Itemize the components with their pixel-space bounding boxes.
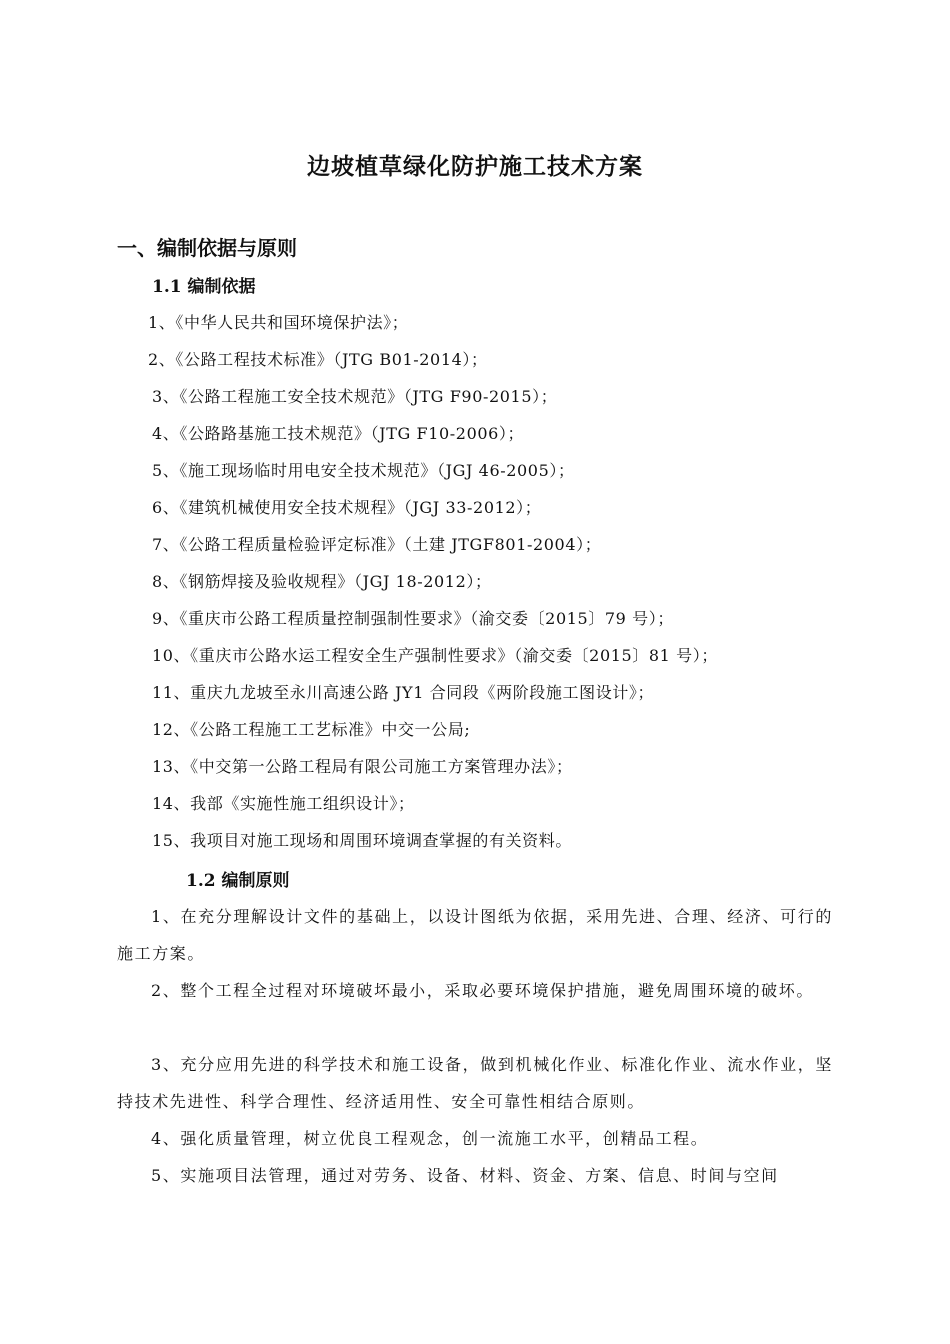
reference-item: 3、《公路工程施工安全技术规范》（JTG F90-2015）；	[152, 387, 558, 406]
reference-item: 12、《公路工程施工工艺标准》中交一公局;	[152, 720, 471, 739]
reference-item: 11、重庆九龙坡至永川高速公路 JY1 合同段《两阶段施工图设计》；	[152, 683, 655, 702]
reference-item: 13、《中交第一公路工程局有限公司施工方案管理办法》；	[152, 757, 573, 776]
document-title: 边坡植草绿化防护施工技术方案	[307, 153, 643, 180]
principle-paragraph: 3、充分应用先进的科学技术和施工设备，做到机械化作业、标准化作业、流水作业，坚持技术先进性、科学合理性、经济适用性、安全可靠性相结合原则。	[117, 1055, 833, 1111]
reference-item: 10、《重庆市公路水运工程安全生产强制性要求》（渝交委〔2015〕81 号）；	[152, 646, 718, 665]
principle-paragraph: 4、强化质量管理，树立优良工程观念，创一流施工水平，创精品工程。	[151, 1129, 709, 1148]
subsection-heading-1-2: 1.2 编制原则	[186, 871, 290, 891]
reference-item: 4、《公路路基施工技术规范》（JTG F10-2006）；	[152, 424, 525, 443]
reference-item: 1、《中华人民共和国环境保护法》；	[148, 313, 409, 332]
principle-paragraph: 5、实施项目法管理，通过对劳务、设备、材料、资金、方案、信息、时间与空间	[151, 1166, 779, 1185]
reference-item: 8、《钢筋焊接及验收规程》（JGJ 18-2012）；	[152, 572, 492, 591]
principle-paragraph: 1、在充分理解设计文件的基础上，以设计图纸为依据，采用先进、合理、经济、可行的施工方案。	[117, 907, 833, 963]
reference-item: 6、《建筑机械使用安全技术规程》（JGJ 33-2012）；	[152, 498, 542, 517]
reference-item: 5、《施工现场临时用电安全技术规范》（JGJ 46-2005）；	[152, 461, 575, 480]
reference-item: 7、《公路工程质量检验评定标准》（土建 JTGF801-2004）；	[152, 535, 602, 554]
reference-item: 9、《重庆市公路工程质量控制强制性要求》（渝交委〔2015〕79 号）；	[152, 609, 674, 628]
reference-item: 14、我部《实施性施工组织设计》；	[152, 794, 415, 813]
principle-paragraph: 2、整个工程全过程对环境破坏最小，采取必要环境保护措施，避免周围环境的破坏。	[151, 981, 814, 1000]
section-heading-1: 一、编制依据与原则	[117, 236, 297, 260]
reference-item: 15、我项目对施工现场和周围环境调查掌握的有关资料。	[152, 831, 572, 850]
reference-item: 2、《公路工程技术标准》（JTG B01-2014）；	[148, 350, 488, 369]
subsection-heading-1-1: 1.1 编制依据	[152, 277, 256, 297]
